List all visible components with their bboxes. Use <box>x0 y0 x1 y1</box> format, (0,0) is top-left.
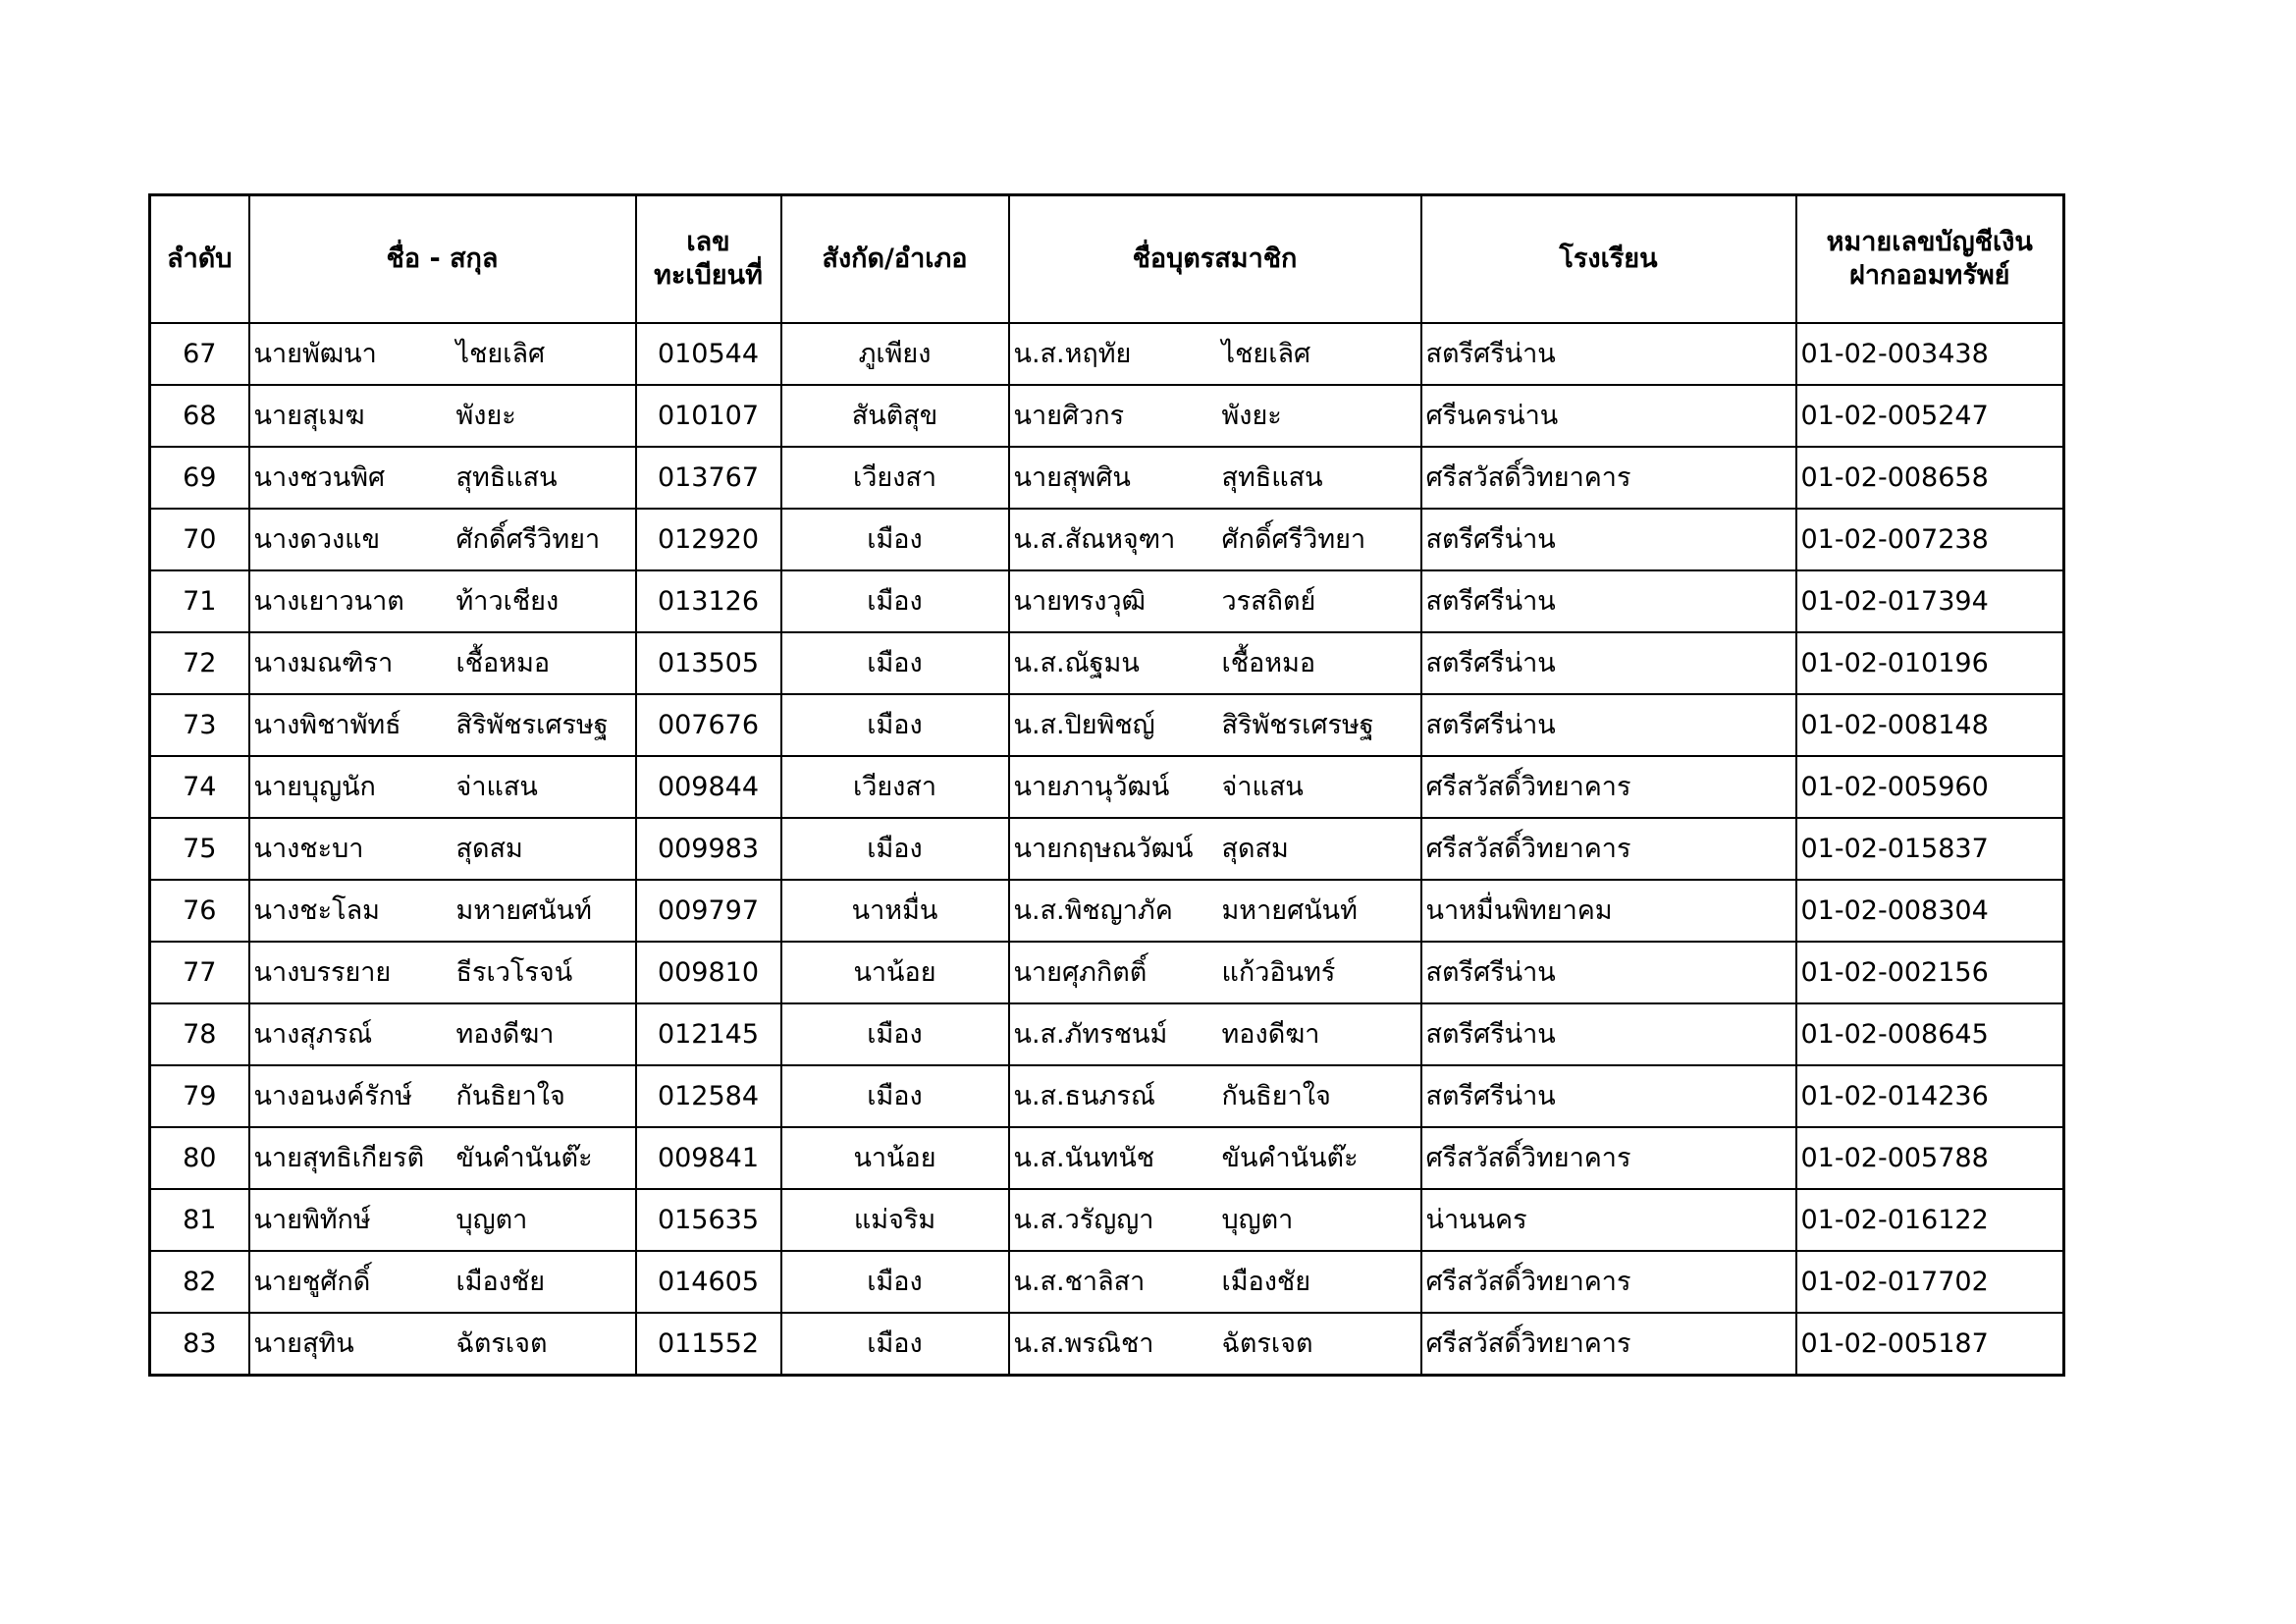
registration-number: 012920 <box>636 509 781 570</box>
district: เมือง <box>781 1003 1009 1065</box>
registration-number: 009797 <box>636 880 781 942</box>
member-name <box>254 1142 635 1175</box>
district: เวียงสา <box>781 756 1009 818</box>
child-name-cell <box>1009 1313 1421 1376</box>
registration-number: 010544 <box>636 323 781 385</box>
account-number: 01-02-008148 <box>1796 694 2064 756</box>
child-name-cell <box>1009 447 1421 509</box>
member-first-name: นายสุทธิเกียรติ <box>253 1142 425 1173</box>
member-first-name: นางชวนพิศ <box>253 461 386 493</box>
member-name-cell <box>249 385 636 447</box>
header-school: โรงเรียน <box>1421 195 1796 324</box>
child-first-name: น.ส.พิชญาภัค <box>1013 894 1173 926</box>
child-last-name: สิริพัชรเศรษฐ <box>1221 709 1374 740</box>
member-name-cell <box>249 1189 636 1251</box>
district: ภูเพียง <box>781 323 1009 385</box>
child-name-cell <box>1009 385 1421 447</box>
header-reg-line1: เลข <box>686 227 730 258</box>
member-last-name: ท้าวเชียง <box>455 585 560 617</box>
school: สตรีศรีน่าน <box>1421 323 1796 385</box>
table-row <box>150 1127 2064 1189</box>
member-last-name: ธีรเวโรจน์ <box>455 956 573 988</box>
member-name-cell <box>249 756 636 818</box>
member-last-name: สุทธิแสน <box>455 461 558 493</box>
row-no: 70 <box>150 509 249 570</box>
member-first-name: นางพิชาพัทธ์ <box>253 709 401 740</box>
child-first-name: น.ส.นันทนัช <box>1013 1142 1155 1173</box>
member-name <box>254 1266 635 1299</box>
member-name <box>254 894 635 928</box>
child-name <box>1014 338 1420 371</box>
child-name <box>1014 1142 1420 1175</box>
district: เมือง <box>781 570 1009 632</box>
member-last-name: สิริพัชรเศรษฐ <box>455 709 609 740</box>
header-no: ลำดับ <box>150 195 249 324</box>
member-name-cell <box>249 1003 636 1065</box>
row-no: 72 <box>150 632 249 694</box>
child-last-name: จ่าแสน <box>1221 771 1304 802</box>
account-number: 01-02-005960 <box>1796 756 2064 818</box>
table-row <box>150 880 2064 942</box>
member-last-name: พังยะ <box>455 400 516 431</box>
school: สตรีศรีน่าน <box>1421 942 1796 1003</box>
child-name-cell <box>1009 818 1421 880</box>
member-name-cell <box>249 880 636 942</box>
member-first-name: นางมณฑิรา <box>253 647 394 678</box>
member-name <box>254 833 635 866</box>
child-name-cell <box>1009 509 1421 570</box>
member-name-cell <box>249 818 636 880</box>
district: เวียงสา <box>781 447 1009 509</box>
child-name <box>1014 647 1420 680</box>
account-number: 01-02-015837 <box>1796 818 2064 880</box>
header-reg <box>636 195 781 324</box>
district: เมือง <box>781 509 1009 570</box>
child-last-name: ศักดิ์ศรีวิทยา <box>1221 523 1366 555</box>
child-name-cell <box>1009 1189 1421 1251</box>
member-last-name: บุญตา <box>455 1204 528 1235</box>
member-name <box>254 1204 635 1237</box>
registration-number: 012584 <box>636 1065 781 1127</box>
account-number: 01-02-005187 <box>1796 1313 2064 1376</box>
header-name: ชื่อ - สกุล <box>249 195 636 324</box>
child-first-name: นายสุพศิน <box>1013 461 1131 493</box>
child-first-name: น.ส.ภัทรชนม์ <box>1013 1018 1168 1050</box>
table-row <box>150 1065 2064 1127</box>
child-last-name: ไชยเลิศ <box>1221 338 1311 369</box>
child-last-name: สุทธิแสน <box>1221 461 1323 493</box>
child-name-cell <box>1009 942 1421 1003</box>
member-last-name: มหายศนันท์ <box>455 894 592 926</box>
account-number: 01-02-005247 <box>1796 385 2064 447</box>
child-last-name: วรสถิตย์ <box>1221 585 1316 617</box>
school: ศรีนครน่าน <box>1421 385 1796 447</box>
row-no: 76 <box>150 880 249 942</box>
account-number: 01-02-017702 <box>1796 1251 2064 1313</box>
table-row <box>150 1251 2064 1313</box>
registration-number: 014605 <box>636 1251 781 1313</box>
child-name <box>1014 709 1420 742</box>
child-name-cell <box>1009 1251 1421 1313</box>
child-first-name: น.ส.วรัญญา <box>1013 1204 1154 1235</box>
school: สตรีศรีน่าน <box>1421 632 1796 694</box>
member-last-name: ฉัตรเจต <box>455 1327 548 1359</box>
member-last-name: จ่าแสน <box>455 771 538 802</box>
row-no: 69 <box>150 447 249 509</box>
header-child: ชื่อบุตรสมาชิก <box>1009 195 1421 324</box>
school: ศรีสวัสดิ์วิทยาคาร <box>1421 1127 1796 1189</box>
member-first-name: นายสุเมฆ <box>253 400 365 431</box>
child-first-name: น.ส.ณัฐมน <box>1013 647 1140 678</box>
account-number: 01-02-008645 <box>1796 1003 2064 1065</box>
registration-number: 009810 <box>636 942 781 1003</box>
member-last-name: เมืองชัย <box>455 1266 546 1297</box>
child-name-cell <box>1009 570 1421 632</box>
member-first-name: นางดวงแข <box>253 523 381 555</box>
row-no: 73 <box>150 694 249 756</box>
child-name-cell <box>1009 694 1421 756</box>
member-first-name: นางชะโลม <box>253 894 380 926</box>
member-first-name: นายชูศักดิ์ <box>253 1266 371 1297</box>
school: ศรีสวัสดิ์วิทยาคาร <box>1421 756 1796 818</box>
row-no: 74 <box>150 756 249 818</box>
member-name <box>254 709 635 742</box>
member-name-cell <box>249 447 636 509</box>
member-name <box>254 956 635 990</box>
member-first-name: นายบุญนัก <box>253 771 376 802</box>
child-name <box>1014 585 1420 619</box>
child-name <box>1014 833 1420 866</box>
account-number: 01-02-007238 <box>1796 509 2064 570</box>
table-row <box>150 694 2064 756</box>
child-name <box>1014 956 1420 990</box>
member-first-name: นายพัฒนา <box>253 338 377 369</box>
registration-number: 010107 <box>636 385 781 447</box>
account-number: 01-02-008304 <box>1796 880 2064 942</box>
row-no: 68 <box>150 385 249 447</box>
school: สตรีศรีน่าน <box>1421 570 1796 632</box>
district: เมือง <box>781 1065 1009 1127</box>
table-row <box>150 818 2064 880</box>
row-no: 82 <box>150 1251 249 1313</box>
child-last-name: แก้วอินทร์ <box>1221 956 1336 988</box>
account-number: 01-02-010196 <box>1796 632 2064 694</box>
child-name <box>1014 400 1420 433</box>
child-name <box>1014 1266 1420 1299</box>
member-name <box>254 1080 635 1113</box>
member-name-cell <box>249 509 636 570</box>
child-first-name: น.ส.ชาลิสา <box>1013 1266 1146 1297</box>
member-name-cell <box>249 1065 636 1127</box>
header-district: สังกัด/อำเภอ <box>781 195 1009 324</box>
row-no: 79 <box>150 1065 249 1127</box>
child-first-name: นายศิวกร <box>1013 400 1125 431</box>
member-name-cell <box>249 632 636 694</box>
child-name-cell <box>1009 1127 1421 1189</box>
member-name <box>254 1327 635 1361</box>
child-name-cell <box>1009 1065 1421 1127</box>
row-no: 77 <box>150 942 249 1003</box>
table-row <box>150 447 2064 509</box>
child-last-name: ขันคำนันต๊ะ <box>1221 1142 1359 1173</box>
child-first-name: น.ส.ปิยพิชญ์ <box>1013 709 1155 740</box>
account-number: 01-02-003438 <box>1796 323 2064 385</box>
member-last-name: ขันคำนันต๊ะ <box>455 1142 593 1173</box>
table-row <box>150 632 2064 694</box>
child-first-name: น.ส.สัณหจุฑา <box>1013 523 1176 555</box>
member-name <box>254 647 635 680</box>
child-name <box>1014 461 1420 495</box>
account-number: 01-02-014236 <box>1796 1065 2064 1127</box>
member-first-name: นางบรรยาย <box>253 956 392 988</box>
child-first-name: นายภานุวัฒน์ <box>1013 771 1170 802</box>
member-children-table <box>148 193 2065 1377</box>
header-account-line2: ฝากออมทรัพย์ <box>1849 260 2010 291</box>
member-last-name: ไชยเลิศ <box>455 338 546 369</box>
account-number: 01-02-017394 <box>1796 570 2064 632</box>
district: นาน้อย <box>781 942 1009 1003</box>
member-last-name: เชื้อหมอ <box>455 647 551 678</box>
child-last-name: ฉัตรเจต <box>1221 1327 1313 1359</box>
child-first-name: น.ส.พรณิชา <box>1013 1327 1154 1359</box>
member-first-name: นายสุทิน <box>253 1327 354 1359</box>
registration-number: 007676 <box>636 694 781 756</box>
member-name-cell <box>249 694 636 756</box>
child-name <box>1014 523 1420 557</box>
registration-number: 009844 <box>636 756 781 818</box>
member-first-name: นางสุภรณ์ <box>253 1018 373 1050</box>
child-first-name: นายศุภกิตติ์ <box>1013 956 1148 988</box>
member-name <box>254 338 635 371</box>
member-name-cell <box>249 570 636 632</box>
table-row <box>150 385 2064 447</box>
table-row <box>150 756 2064 818</box>
child-name-cell <box>1009 756 1421 818</box>
district: เมือง <box>781 694 1009 756</box>
district: สันติสุข <box>781 385 1009 447</box>
row-no: 75 <box>150 818 249 880</box>
registration-number: 013767 <box>636 447 781 509</box>
member-last-name: ศักดิ์ศรีวิทยา <box>455 523 601 555</box>
child-last-name: ทองดีฆา <box>1221 1018 1320 1050</box>
child-name-cell <box>1009 880 1421 942</box>
school: ศรีสวัสดิ์วิทยาคาร <box>1421 818 1796 880</box>
registration-number: 009841 <box>636 1127 781 1189</box>
school: สตรีศรีน่าน <box>1421 694 1796 756</box>
row-no: 71 <box>150 570 249 632</box>
member-name <box>254 585 635 619</box>
district: เมือง <box>781 1313 1009 1376</box>
account-number: 01-02-008658 <box>1796 447 2064 509</box>
school: ศรีสวัสดิ์วิทยาคาร <box>1421 447 1796 509</box>
member-name <box>254 523 635 557</box>
child-name <box>1014 1204 1420 1237</box>
member-first-name: นางอนงค์รักษ์ <box>253 1080 412 1111</box>
table-row <box>150 942 2064 1003</box>
child-last-name: เมืองชัย <box>1221 1266 1311 1297</box>
row-no: 81 <box>150 1189 249 1251</box>
account-number: 01-02-005788 <box>1796 1127 2064 1189</box>
school: น่านนคร <box>1421 1189 1796 1251</box>
child-name <box>1014 1080 1420 1113</box>
account-number: 01-02-016122 <box>1796 1189 2064 1251</box>
member-name-cell <box>249 1313 636 1376</box>
district: นาน้อย <box>781 1127 1009 1189</box>
registration-number: 011552 <box>636 1313 781 1376</box>
school: สตรีศรีน่าน <box>1421 1065 1796 1127</box>
child-last-name: เชื้อหมอ <box>1221 647 1316 678</box>
child-name-cell <box>1009 632 1421 694</box>
child-last-name: บุญตา <box>1221 1204 1294 1235</box>
child-last-name: กันธิยาใจ <box>1221 1080 1331 1111</box>
header-account-line1: หมายเลขบัญชีเงิน <box>1826 227 2033 258</box>
member-name <box>254 400 635 433</box>
header-reg-line2: ทะเบียนที่ <box>654 260 763 291</box>
row-no: 78 <box>150 1003 249 1065</box>
member-name <box>254 461 635 495</box>
school: ศรีสวัสดิ์วิทยาคาร <box>1421 1251 1796 1313</box>
table-row <box>150 509 2064 570</box>
row-no: 83 <box>150 1313 249 1376</box>
child-name <box>1014 1018 1420 1052</box>
child-first-name: นายกฤษณวัฒน์ <box>1013 833 1194 864</box>
school: สตรีศรีน่าน <box>1421 509 1796 570</box>
child-first-name: น.ส.ธนภรณ์ <box>1013 1080 1155 1111</box>
registration-number: 012145 <box>636 1003 781 1065</box>
child-name-cell <box>1009 323 1421 385</box>
header-account <box>1796 195 2064 324</box>
child-name-cell <box>1009 1003 1421 1065</box>
district: นาหมื่น <box>781 880 1009 942</box>
member-last-name: ทองดีฆา <box>455 1018 555 1050</box>
member-first-name: นางเยาวนาต <box>253 585 404 617</box>
row-no: 67 <box>150 323 249 385</box>
child-last-name: พังยะ <box>1221 400 1282 431</box>
table-row <box>150 1189 2064 1251</box>
member-name-cell <box>249 1127 636 1189</box>
school: สตรีศรีน่าน <box>1421 1003 1796 1065</box>
table-row <box>150 570 2064 632</box>
school: ศรีสวัสดิ์วิทยาคาร <box>1421 1313 1796 1376</box>
child-first-name: นายทรงวุฒิ <box>1013 585 1146 617</box>
registration-number: 009983 <box>636 818 781 880</box>
table-row <box>150 1313 2064 1376</box>
row-no: 80 <box>150 1127 249 1189</box>
member-last-name: สุดสม <box>455 833 523 864</box>
child-name <box>1014 894 1420 928</box>
child-last-name: สุดสม <box>1221 833 1289 864</box>
registration-number: 015635 <box>636 1189 781 1251</box>
child-last-name: มหายศนันท์ <box>1221 894 1358 926</box>
member-name-cell <box>249 942 636 1003</box>
table-row <box>150 1003 2064 1065</box>
table-row <box>150 323 2064 385</box>
header-row <box>150 195 2064 324</box>
district: เมือง <box>781 818 1009 880</box>
child-first-name: น.ส.หฤทัย <box>1013 338 1132 369</box>
member-name <box>254 1018 635 1052</box>
member-name-cell <box>249 1251 636 1313</box>
district: เมือง <box>781 1251 1009 1313</box>
account-number: 01-02-002156 <box>1796 942 2064 1003</box>
child-name <box>1014 1327 1420 1361</box>
member-last-name: กันธิยาใจ <box>455 1080 565 1111</box>
registration-number: 013126 <box>636 570 781 632</box>
registration-number: 013505 <box>636 632 781 694</box>
table-body <box>150 323 2064 1376</box>
district: เมือง <box>781 632 1009 694</box>
district: แม่จริม <box>781 1189 1009 1251</box>
school: นาหมื่นพิทยาคม <box>1421 880 1796 942</box>
member-name-cell <box>249 323 636 385</box>
member-first-name: นายพิทักษ์ <box>253 1204 371 1235</box>
member-first-name: นางชะบา <box>253 833 364 864</box>
member-name <box>254 771 635 804</box>
child-name <box>1014 771 1420 804</box>
